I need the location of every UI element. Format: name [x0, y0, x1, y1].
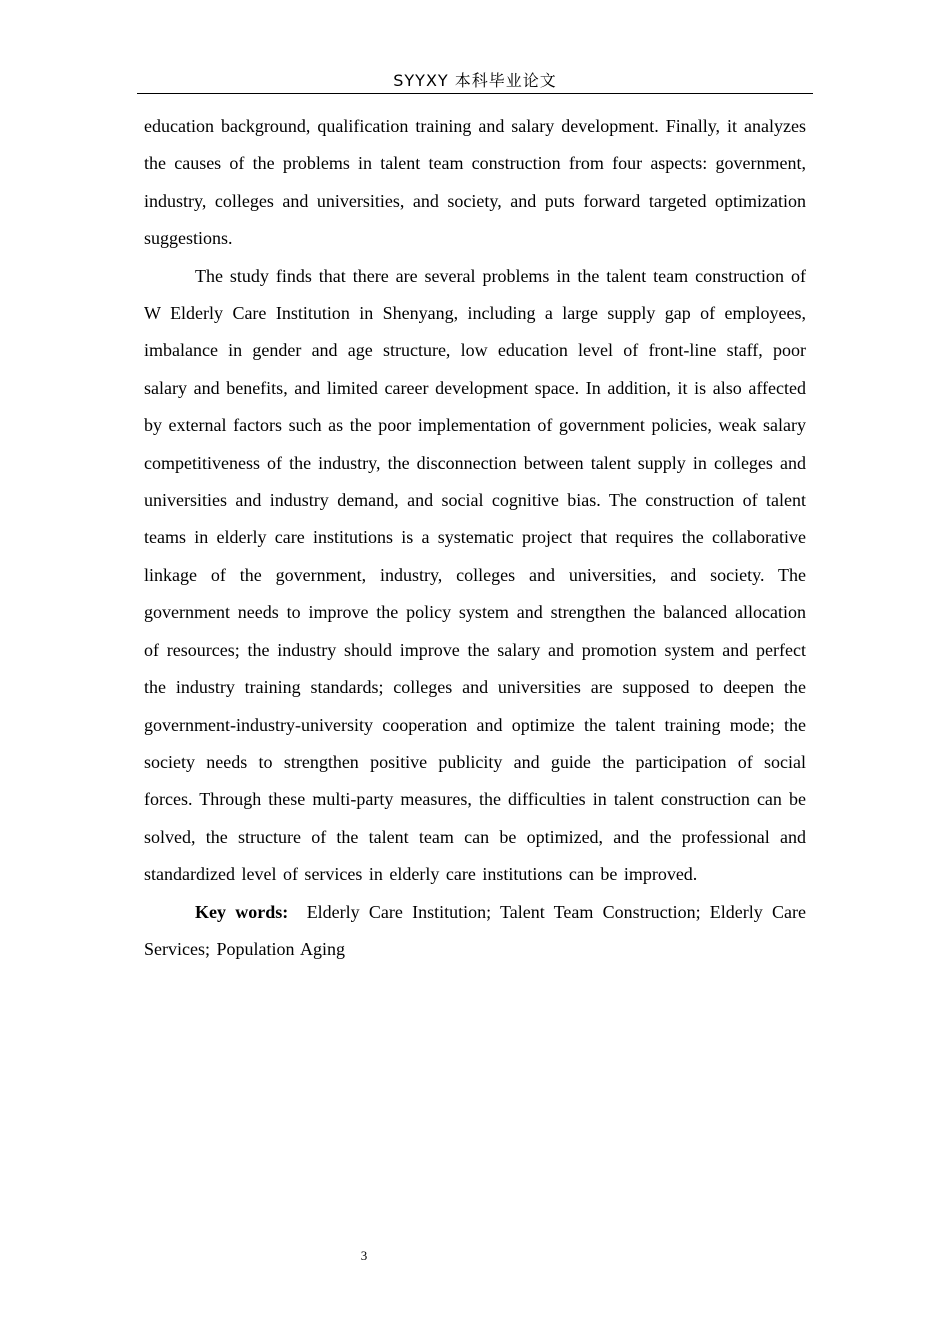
- abstract-paragraph-findings: The study finds that there are several problems in the talent team construction of W Elderly Care Institution in Shenyang, including a large supply gap of employees, imbalance in gender and age structure, low education level of front-line staff, poor salary and benefits, and limited career development space. In addition, it is also affected by external factors such as the poor implementation of government policies, weak salary competitiveness of the industry, the disconnection between talent supply in colleges and universities and industry demand, and social cognitive bias. The construction of talent teams in elderly care institutions is a systematic project that requires the collaborative linkage of the government, industry, colleges and universities, and society. The government needs to improve the policy system and strengthen the balanced allocation of resources; the industry should improve the salary and promotion system and perfect the industry training standards; colleges and universities are supposed to deepen the government-industry-university cooperation and optimize the talent training mode; the society needs to strengthen positive publicity and guide the participation of social forces. Through these multi-party measures, the difficulties in talent construction can be solved, the structure of the talent team can be optimized, and the professional and standardized level of services in elderly care institutions can be improved.: [144, 265, 806, 885]
- page-number: 3: [360, 1248, 368, 1263]
- page-header-title: SYYXY 本科毕业论文: [393, 71, 557, 90]
- abstract-paragraph-continued: education background, qualification training and salary development. Finally, it analyzes the causes of the problems in talent team construction from four aspects: government, industry, colleges and universities, and society, and puts forward targeted optimization suggestions.: [144, 116, 806, 249]
- header-divider: [137, 93, 813, 94]
- keywords-text: Elderly Care Institution; Talent Team Construction; Elderly Care Services; Population Aging: [144, 901, 806, 959]
- keywords-line: [144, 894, 806, 969]
- keywords-label: Key words:: [195, 901, 289, 922]
- abstract-body: [144, 108, 806, 968]
